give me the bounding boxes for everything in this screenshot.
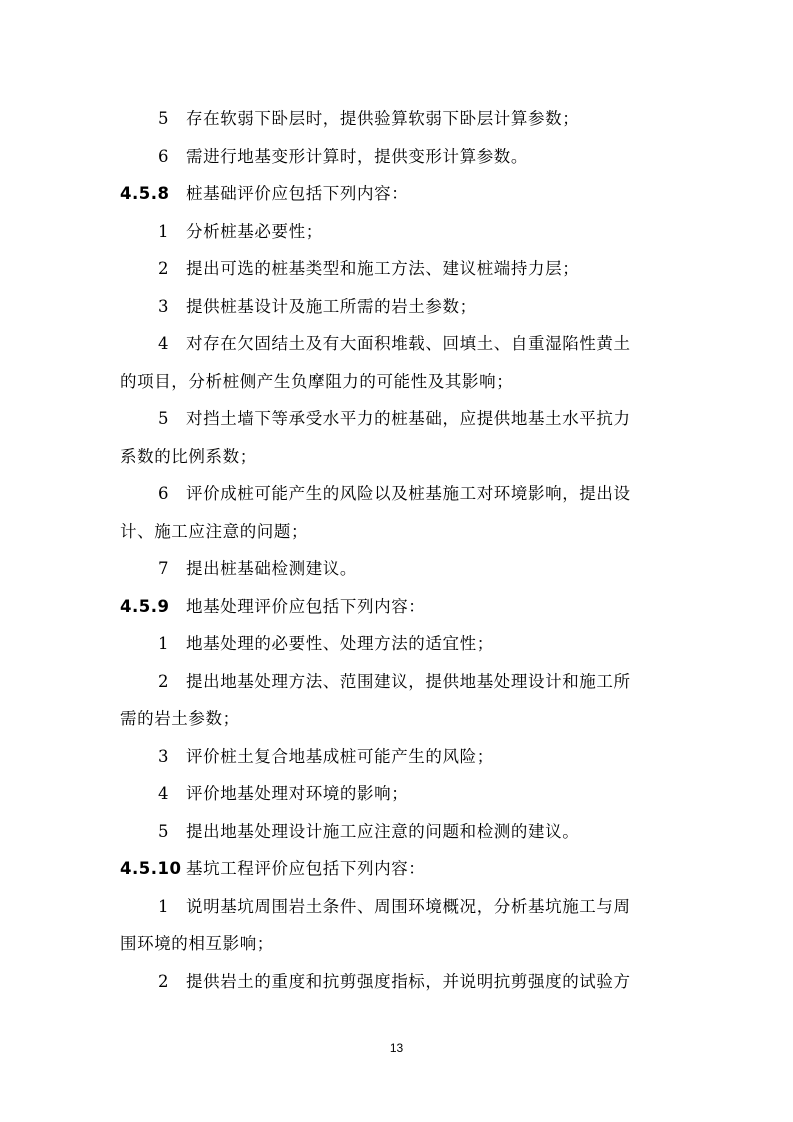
list-item [0,325,793,362]
item-number: 2 [158,971,170,991]
item-text: 评价地基处理对环境的影响； [186,784,409,803]
item-text: 地基处理的必要性、处理方法的适宜性； [186,634,494,653]
list-item [0,813,793,850]
item-number: 2 [158,259,170,278]
item-text: 需进行地基变形计算时，提供变形计算参数。 [186,146,528,166]
list-item-continuation [0,513,793,550]
list-item-continuation [0,438,793,475]
item-number: 5 [158,409,170,428]
item-text-continued: 系数的比例系数； [120,446,257,466]
clause-title: 桩基础评价应包括下列内容： [186,184,409,203]
item-number: 2 [158,671,170,691]
item-number: 7 [158,559,170,578]
item-text: 存在软弱下卧层时，提供验算软弱下卧层计算参数； [186,109,580,128]
item-text: 评价桩土复合地基成桩可能产生的风险； [186,746,494,766]
item-text: 评价成桩可能产生的风险以及桩基施工对环境影响，提出设 [186,484,631,503]
clause-number: 4.5.8 [120,184,170,203]
item-text: 说明基坑周围岩土条件、周围环境概况，分析基坑施工与周 [186,896,631,916]
item-number: 6 [158,484,170,503]
item-number: 1 [158,896,170,916]
item-text: 分析桩基必要性； [186,221,323,241]
item-text: 提供岩土的重度和抗剪强度指标，并说明抗剪强度的试验方 [186,971,631,991]
list-item [0,250,793,287]
clause-heading [0,175,793,212]
item-number: 5 [158,821,170,841]
list-item [0,100,793,137]
list-item [0,288,793,325]
item-text-continued: 的项目，分析桩侧产生负摩阻力的可能性及其影响； [120,371,514,391]
list-item [0,475,793,512]
clause-number: 4.5.9 [120,596,170,616]
list-item [0,738,793,775]
item-number: 3 [158,296,170,316]
list-item [0,963,793,1000]
list-item [0,138,793,175]
item-text: 提出可选的桩基类型和施工方法、建议桩端持力层； [186,259,580,278]
item-text: 对存在欠固结土及有大面积堆载、回填土、自重湿陷性黄土 [186,334,631,353]
item-number: 3 [158,746,170,766]
list-item-continuation [0,700,793,737]
list-item [0,550,793,587]
clause-title: 地基处理评价应包括下列内容： [186,596,426,616]
item-number: 4 [158,784,170,803]
list-item [0,625,793,662]
page-number: 13 [389,1041,404,1055]
item-text: 对挡土墙下等承受水平力的桩基础，应提供地基土水平抗力 [186,409,631,428]
item-text: 提供桩基设计及施工所需的岩土参数； [186,296,477,316]
item-text: 提出桩基础检测建议。 [186,559,357,578]
item-number: 4 [158,334,170,353]
item-number: 1 [158,634,170,653]
list-item-continuation [0,925,793,962]
item-text-continued: 围环境的相互影响； [120,934,274,953]
list-item [0,888,793,925]
clause-title: 基坑工程评价应包括下列内容： [186,859,426,878]
item-text: 提出地基处理设计施工应注意的问题和检测的建议。 [186,821,580,841]
item-number: 1 [158,221,170,241]
list-item [0,663,793,700]
item-text-continued: 需的岩土参数； [120,709,240,728]
clause-heading [0,850,793,887]
item-number: 5 [158,109,170,128]
item-number: 6 [158,146,170,166]
clause-heading [0,588,793,625]
list-item [0,400,793,437]
clause-number: 4.5.10 [120,859,182,878]
list-item [0,213,793,250]
list-item [0,775,793,812]
item-text-continued: 计、施工应注意的问题； [120,521,309,541]
list-item-continuation [0,363,793,400]
item-text: 提出地基处理方法、范围建议，提供地基处理设计和施工所 [186,671,631,691]
